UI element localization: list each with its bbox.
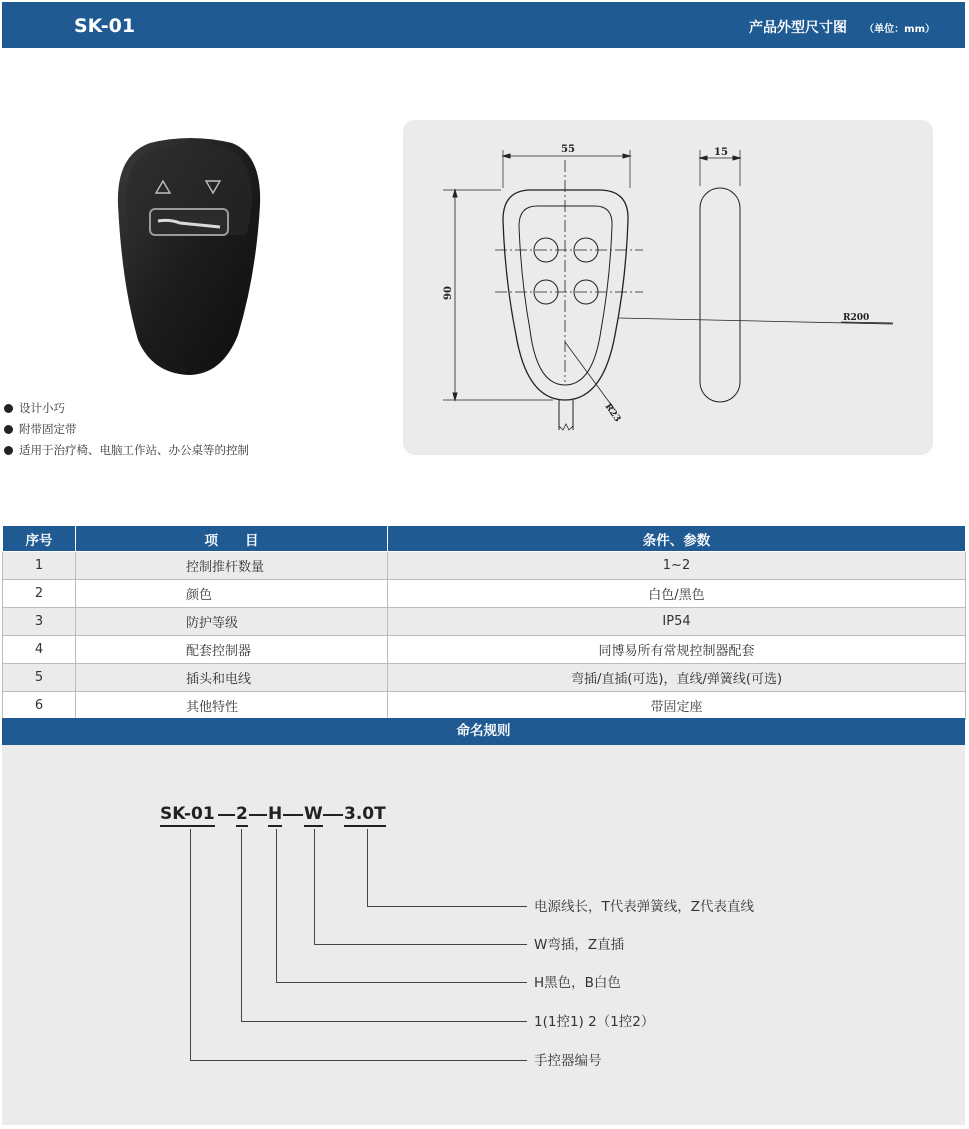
legend-plug: W弯插，Z直插 [534, 937, 625, 953]
spec-table [2, 525, 966, 720]
table-row [3, 636, 966, 664]
legend-color: H黑色，B白色 [534, 975, 621, 991]
connector-line [276, 982, 527, 983]
header-no: 序号 [3, 526, 76, 552]
row-value: 弯插/直插(可选)，直线/弹簧线(可选) [388, 664, 966, 692]
code-dash [218, 814, 235, 816]
header-item: 项 目 [76, 526, 388, 552]
code-dash [283, 814, 303, 816]
dimension-drawing [403, 120, 933, 455]
row-item: 其他特性 [76, 692, 388, 720]
header-value: 条件、参数 [388, 526, 966, 552]
radius-label: R200 [843, 313, 870, 323]
table-row [3, 664, 966, 692]
row-item: 插头和电线 [76, 664, 388, 692]
row-value: IP54 [388, 608, 966, 636]
connector-line [276, 829, 277, 983]
row-no: 1 [3, 552, 76, 580]
connector-line [314, 829, 315, 945]
code-part-cable: 3.0T [344, 804, 386, 827]
row-item: 防护等级 [76, 608, 388, 636]
feature-item: 附带固定带 [4, 419, 249, 440]
table-row [3, 692, 966, 720]
naming-rule-title: 命名规则 [2, 718, 965, 745]
row-no: 3 [3, 608, 76, 636]
unit-label: （单位：mm） [864, 24, 935, 35]
code-part-count: 2 [236, 804, 248, 827]
connector-line [367, 829, 368, 907]
row-item: 配套控制器 [76, 636, 388, 664]
row-item: 控制推杆数量 [76, 552, 388, 580]
connector-line [314, 944, 527, 945]
row-no: 5 [3, 664, 76, 692]
table-row [3, 608, 966, 636]
dimension-drawing-panel [403, 120, 933, 455]
row-value: 同博易所有常规控制器配套 [388, 636, 966, 664]
width-dimension-label: 55 [561, 144, 575, 155]
product-image [110, 135, 270, 380]
table-row [3, 580, 966, 608]
row-no: 6 [3, 692, 76, 720]
connector-line [241, 829, 242, 1022]
legend-count: 1(1控1) 2（1控2） [534, 1014, 655, 1030]
code-dash [249, 814, 267, 816]
row-no: 2 [3, 580, 76, 608]
code-dash [323, 814, 343, 816]
connector-line [190, 829, 191, 1061]
height-dimension-label: 90 [443, 286, 454, 300]
naming-rule-area [2, 745, 965, 1125]
dimension-title: 产品外型尺寸图 [749, 20, 847, 36]
header-bar [2, 2, 965, 48]
feature-item: 设计小巧 [4, 398, 249, 419]
row-value: 带固定座 [388, 692, 966, 720]
corner-radius-label: R23 [602, 401, 623, 425]
model-title: SK-01 [74, 15, 136, 37]
connector-line [241, 1021, 527, 1022]
code-part-color: H [268, 804, 282, 827]
depth-dimension-label: 15 [714, 147, 728, 158]
connector-line [190, 1060, 527, 1061]
legend-model: 手控器编号 [534, 1053, 602, 1069]
connector-line [367, 906, 527, 907]
table-row [3, 552, 966, 580]
code-part-model: SK-01 [160, 804, 215, 827]
feature-list [4, 398, 249, 461]
row-value: 1~2 [388, 552, 966, 580]
code-part-plug: W [304, 804, 323, 827]
row-value: 白色/黑色 [388, 580, 966, 608]
feature-item: 适用于治疗椅、电脑工作站、办公桌等的控制 [4, 440, 249, 461]
row-no: 4 [3, 636, 76, 664]
row-item: 颜色 [76, 580, 388, 608]
legend-cable: 电源线长，T代表弹簧线，Z代表直线 [534, 899, 754, 915]
